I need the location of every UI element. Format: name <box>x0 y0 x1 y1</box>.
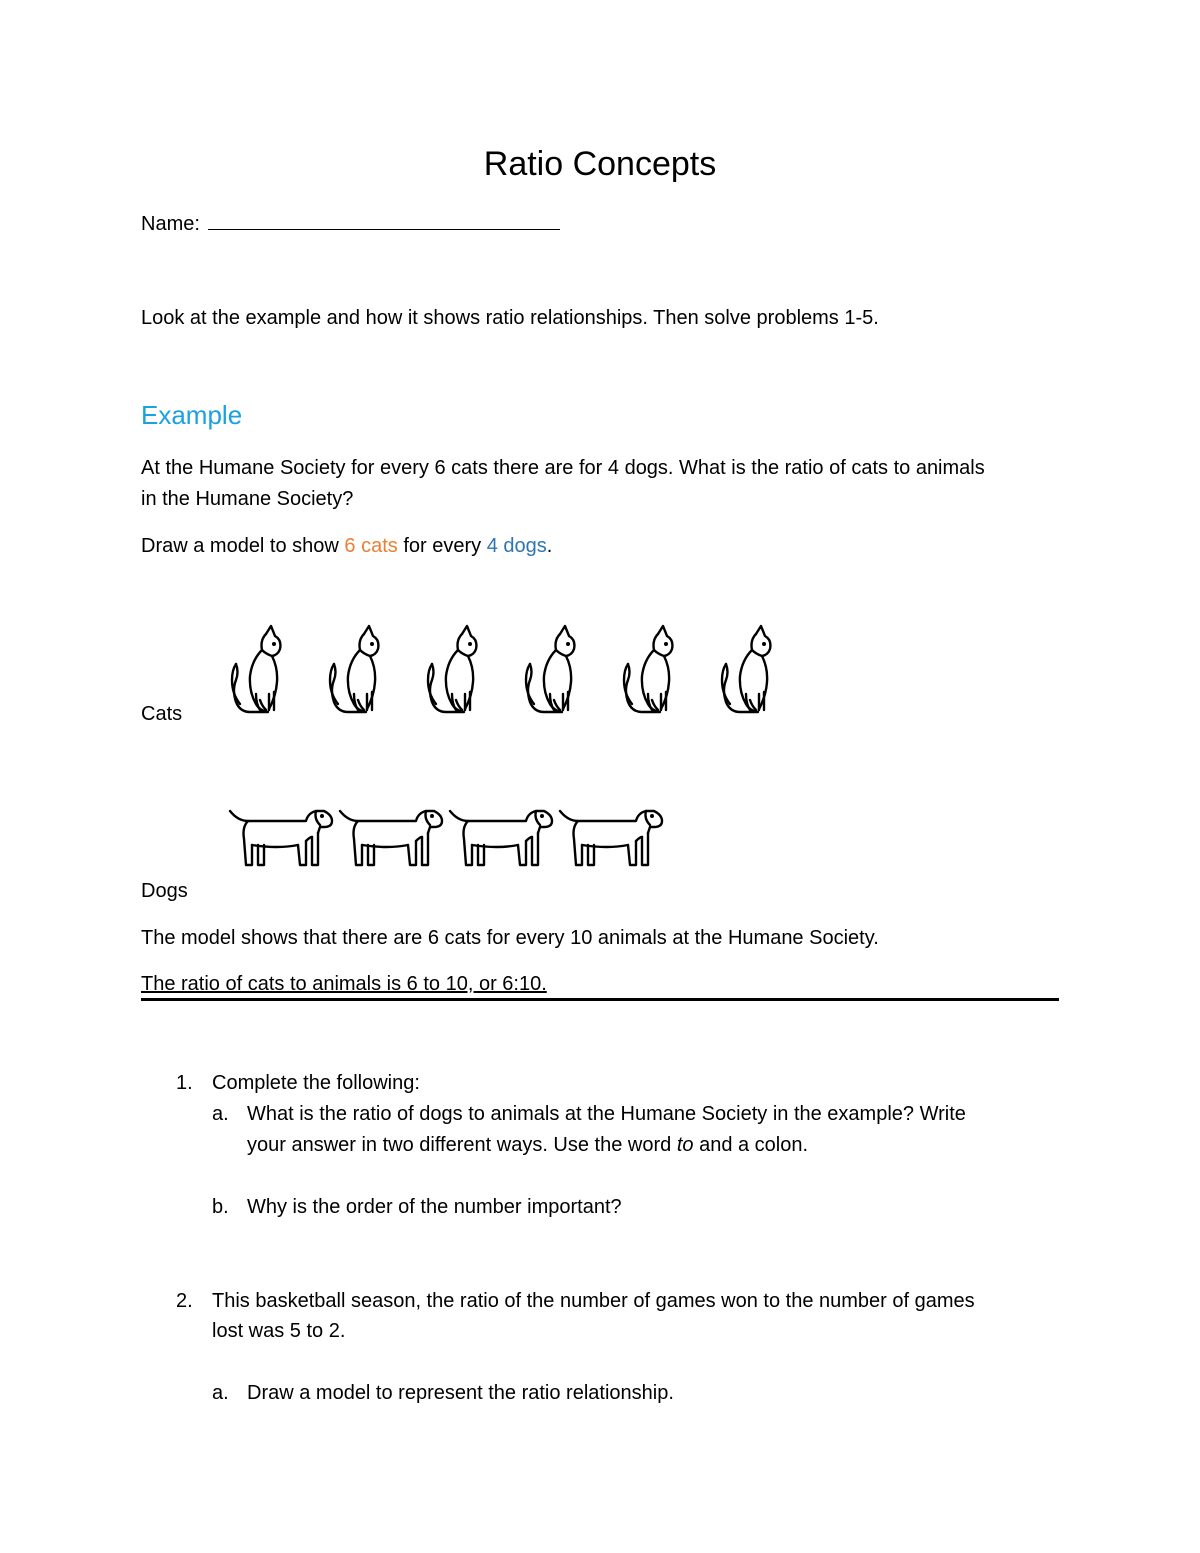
question-1a-italic-word: to <box>676 1134 694 1156</box>
name-field[interactable] <box>141 209 560 240</box>
question-2-number: 2. <box>176 1290 193 1312</box>
model-instruction <box>141 531 552 562</box>
dog-icon <box>558 805 668 878</box>
page-title: Ratio Concepts <box>483 145 717 183</box>
question-2-line1: This basketball season, the ratio of the number of games won to the number of games <box>212 1290 975 1312</box>
ratio-statement: The ratio of cats to animals is 6 to 10, or 6:10. <box>141 973 547 995</box>
question-1-text: Complete the following: <box>212 1072 420 1094</box>
name-blank-line[interactable] <box>208 209 560 230</box>
example-problem-line2: in the Humane Society? <box>141 488 354 510</box>
question-1a-line1: What is the ratio of dogs to animals at the Humane Society in the example? Write <box>247 1103 966 1125</box>
dogs-label: Dogs <box>141 880 188 902</box>
question-2-line2: lost was 5 to 2. <box>212 1320 346 1342</box>
cat-icon <box>516 624 580 721</box>
model-prefix: Draw a model to show <box>141 535 345 557</box>
dog-icon <box>228 805 338 878</box>
question-2a-letter: a. <box>212 1382 229 1404</box>
cat-model-row <box>222 624 776 721</box>
cat-icon <box>320 624 384 721</box>
cats-label: Cats <box>141 703 183 725</box>
model-cats-highlight: 6 cats <box>344 535 398 557</box>
question-1b-text: Why is the order of the number important? <box>247 1196 622 1218</box>
model-dogs-highlight: 4 dogs <box>486 535 547 557</box>
cat-icon <box>614 624 678 721</box>
example-problem-line1: At the Humane Society for every 6 cats there are for 4 dogs. What is the ratio of cats to animals <box>141 457 985 479</box>
question-1a-line2-before: your answer in two different ways. Use the word <box>247 1134 677 1156</box>
example-heading: Example <box>141 400 243 430</box>
dog-icon <box>448 805 558 878</box>
cat-icon <box>418 624 482 721</box>
section-divider <box>141 998 1059 1001</box>
model-suffix: . <box>546 535 553 557</box>
cat-icon <box>712 624 776 721</box>
model-conclusion: The model shows that there are 6 cats for every 10 animals at the Humane Society. <box>141 927 879 949</box>
question-1a-letter: a. <box>212 1103 229 1125</box>
model-middle: for every <box>397 535 487 557</box>
question-1b-letter: b. <box>212 1196 229 1218</box>
question-2a-text: Draw a model to represent the ratio relationship. <box>247 1382 674 1404</box>
name-label: Name: <box>141 213 200 235</box>
question-1a-line2 <box>247 1130 808 1161</box>
dog-model-row <box>228 805 668 878</box>
instructions: Look at the example and how it shows ratio relationships. Then solve problems 1-5. <box>141 307 879 329</box>
question-1a-line2-after: and a colon. <box>693 1134 809 1156</box>
cat-icon <box>222 624 286 721</box>
dog-icon <box>338 805 448 878</box>
question-1-number: 1. <box>176 1072 193 1094</box>
